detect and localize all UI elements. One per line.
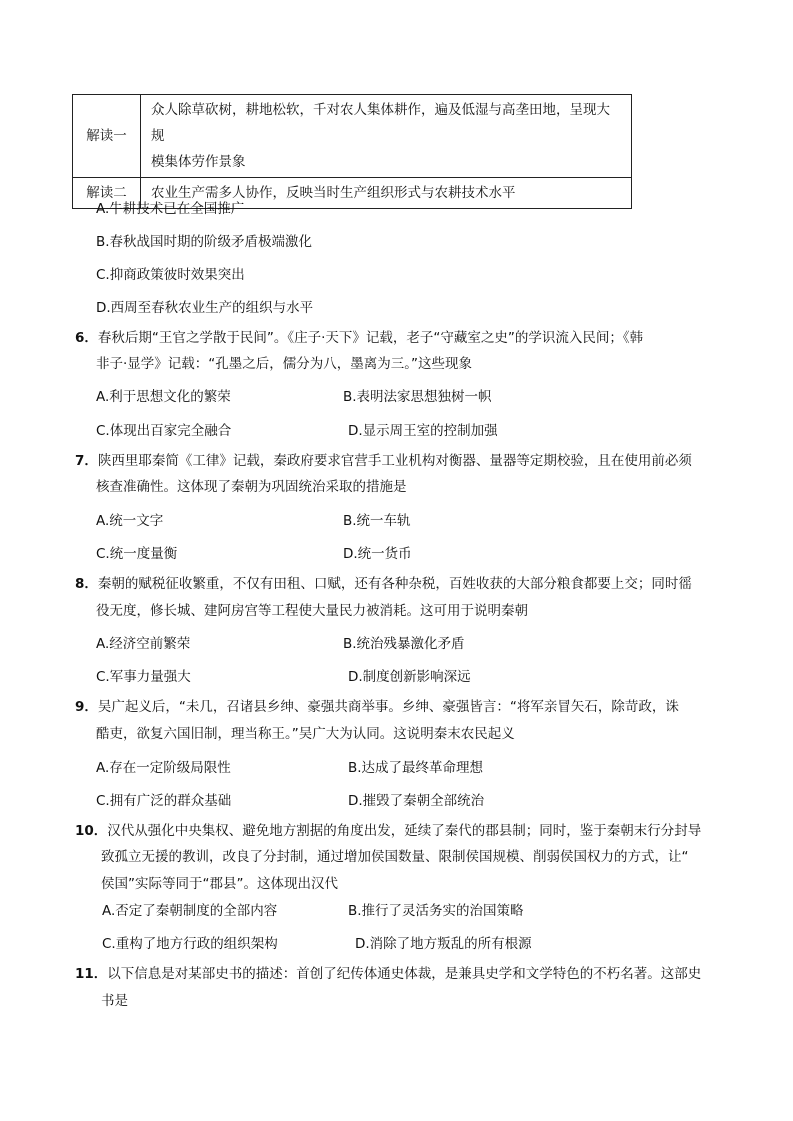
q6-line: 春秋后期“王官之学散于民间”。《庄子·天下》记载，老子“守藏室之史”的学识流入民间；《韩 xyxy=(97,330,644,346)
q9-option-c[interactable]: C.拥有广泛的群众基础 xyxy=(96,793,232,809)
q10-line: 汉代从强化中央集权、避免地方割据的角度出发，延续了秦代的郡县制；同时，鉴于秦朝末行分封导 xyxy=(107,823,702,839)
q7-number: 7． xyxy=(75,453,98,469)
q9-line: 吴广起义后，“未几，召诸县乡绅、豪强共商举事。乡绅、豪强皆言：“将军亲冒矢石，除苛政，诛 xyxy=(97,699,679,715)
q7-line: 核查准确性。这体现了秦朝为巩固统治采取的措施是 xyxy=(96,479,407,495)
q11-line: 以下信息是对某部史书的描述：首创了纪传体通史体裁，是兼具史学和文学特色的不朽名著。这部史 xyxy=(107,966,702,982)
q8-option-d[interactable]: D.制度创新影响深远 xyxy=(348,669,471,685)
q9-option-d[interactable]: D.摧毁了秦朝全部统治 xyxy=(348,793,485,809)
q6-option-b[interactable]: B.表明法家思想独树一帜 xyxy=(343,389,492,405)
q5-option-c[interactable]: C.抑商政策彼时效果突出 xyxy=(96,267,245,283)
q7-option-c[interactable]: C.统一度量衡 xyxy=(96,546,178,562)
q5-option-a[interactable]: A.牛耕技术已在全国推广 xyxy=(96,201,245,217)
q6-number: 6． xyxy=(75,330,98,346)
row-text-line: 模集体劳作景象 xyxy=(151,154,246,170)
q6-option-c[interactable]: C.体现出百家完全融合 xyxy=(96,423,232,439)
q8-line: 秦朝的赋税征收繁重，不仅有田租、口赋，还有各种杂税，百姓收获的大部分粮食都要上交；同时徭 xyxy=(97,576,692,592)
q10-line: 致孤立无援的教训，改良了分封制，通过增加侯国数量、限制侯国规模、削弱侯国权力的方式，让“ xyxy=(101,849,689,865)
q10-option-a[interactable]: A.否定了秦朝制度的全部内容 xyxy=(102,903,278,919)
q8-option-c[interactable]: C.军事力量强大 xyxy=(96,669,191,685)
row-text-line: 农业生产需多人协作，反映当时生产组织形式与农耕技术水平 xyxy=(151,185,516,201)
q7-stem xyxy=(75,451,692,471)
q8-option-a[interactable]: A.经济空前繁荣 xyxy=(96,636,191,652)
q10-option-c[interactable]: C.重构了地方行政的组织架构 xyxy=(102,936,278,952)
q8-number: 8． xyxy=(75,576,98,592)
q6-stem xyxy=(75,328,643,348)
q8-option-b[interactable]: B.统治残暴激化矛盾 xyxy=(343,636,465,652)
row-text-line: 众人除草砍树，耕地松软，千对农人集体耕作，遍及低湿与高垄田地，呈现大规 xyxy=(151,102,610,144)
q11-stem xyxy=(75,964,701,984)
q9-stem xyxy=(75,697,679,717)
row-label: 解读一 xyxy=(73,95,141,178)
q10-option-d[interactable]: D.消除了地方叛乱的所有根源 xyxy=(355,936,532,952)
q7-option-d[interactable]: D.统一货币 xyxy=(343,546,412,562)
q9-line: 酷吏，欲复六国旧制，理当称王。”吴广大为认同。这说明秦末农民起义 xyxy=(96,726,515,742)
q8-stem xyxy=(75,574,692,594)
table-row xyxy=(73,95,632,178)
q7-option-a[interactable]: A.统一文字 xyxy=(96,513,164,529)
q7-line: 陕西里耶秦简《工律》记载，秦政府要求官营手工业机构对衡器、量器等定期校验，且在使用前必须 xyxy=(97,453,692,469)
interpretation-table xyxy=(72,94,632,209)
q6-option-d[interactable]: D.显示周王室的控制加强 xyxy=(348,423,498,439)
q5-option-b[interactable]: B.春秋战国时期的阶级矛盾极端激化 xyxy=(96,234,313,250)
q10-stem xyxy=(75,821,701,841)
q8-line: 役无度，修长城、建阿房宫等工程使大量民力被消耗。这可用于说明秦朝 xyxy=(96,603,528,619)
q5-option-d[interactable]: D.西周至春秋农业生产的组织与水平 xyxy=(96,300,314,316)
q11-number: 11． xyxy=(75,966,108,982)
q7-option-b[interactable]: B.统一车轨 xyxy=(343,513,411,529)
q6-option-a[interactable]: A.利于思想文化的繁荣 xyxy=(96,389,231,405)
row-text xyxy=(141,95,632,178)
q11-line: 书是 xyxy=(101,993,128,1009)
q6-line: 非子·显学》记载：“孔墨之后，儒分为八，墨离为三。”这些现象 xyxy=(96,356,473,372)
q9-option-b[interactable]: B.达成了最终革命理想 xyxy=(348,760,484,776)
row-label: 解读二 xyxy=(73,178,141,209)
q10-number: 10． xyxy=(75,823,108,839)
q9-number: 9． xyxy=(75,699,98,715)
q10-line: 侯国”实际等同于“郡县”。这体现出汉代 xyxy=(101,876,338,892)
q9-option-a[interactable]: A.存在一定阶级局限性 xyxy=(96,760,231,776)
q10-option-b[interactable]: B.推行了灵活务实的治国策略 xyxy=(348,903,524,919)
